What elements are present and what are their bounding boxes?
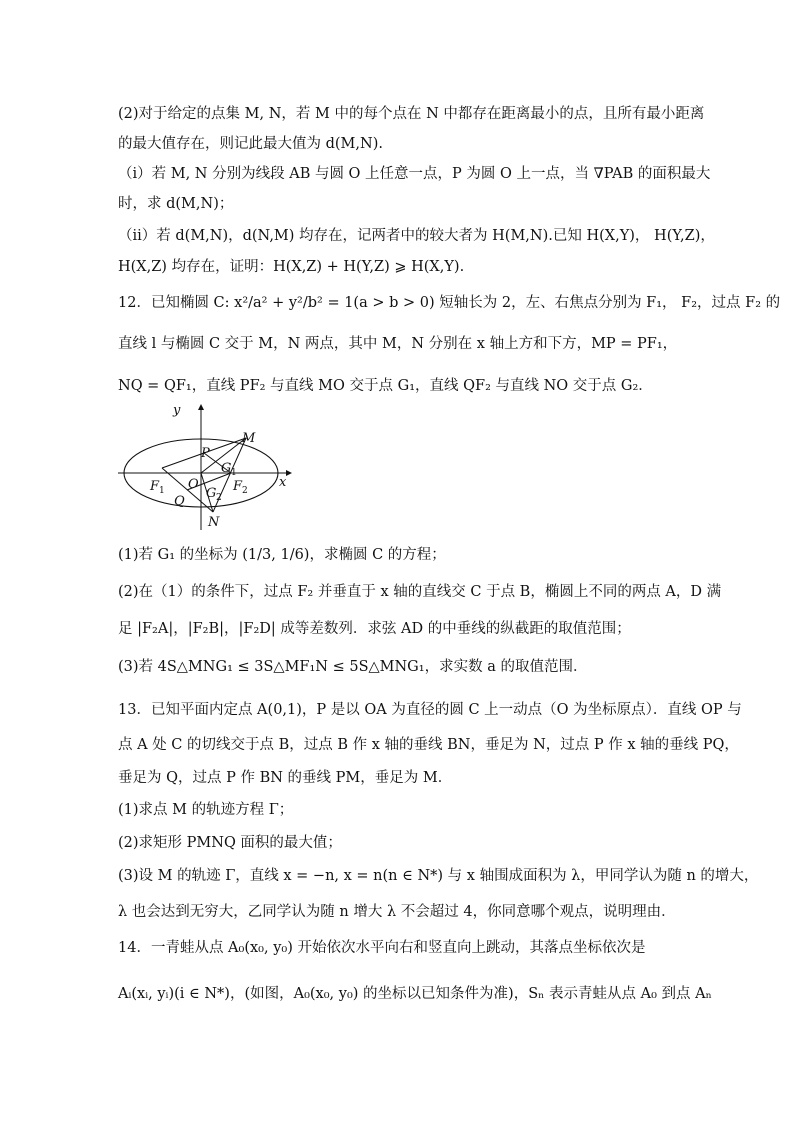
text-line: 直线 l 与椭圆 C 交于 M，N 两点，其中 M，N 分别在 x 轴上方和下方，MP = PF₁， (118, 336, 678, 352)
label-o: O (188, 477, 199, 492)
x-axis-arrow (286, 470, 292, 476)
label-y: y (173, 403, 181, 418)
label-f2-sub: 2 (242, 486, 248, 496)
text-line: (2)在（1）的条件下，过点 F₂ 并垂直于 x 轴的直线交 C 于点 B，椭圆上不同的两点 A，D 满 (118, 584, 722, 600)
question-13-stem: 13．已知平面内定点 A(0,1)，P 是以 OA 为直径的圆 C 上一动点（O 为坐标原点）．直线 OP 与 (118, 702, 742, 718)
text-line: NQ = QF₁，直线 PF₂ 与直线 MO 交于点 G₁，直线 QF₂ 与直线 NO 交于点 G₂． (118, 378, 653, 394)
ellipse-figure (118, 402, 294, 532)
label-x: x (279, 475, 287, 490)
label-p: P (201, 446, 210, 461)
question-12-stem: 12．已知椭圆 C: x²/a² + y²/b² = 1(a > b > 0) 短轴长为 2，左、右焦点分别为 F₁， F₂，过点 F₂ 的 (118, 295, 781, 311)
text-line: H(X,Z) 均存在，证明：H(X,Z) + H(Y,Z) ⩾ H(X,Y). (118, 259, 465, 275)
text-line: (1)若 G₁ 的坐标为 (1/3, 1/6)，求椭圆 C 的方程； (118, 547, 446, 563)
label-g1: G (221, 461, 232, 476)
text-line: 点 A 处 C 的切线交于点 B，过点 B 作 x 轴的垂线 BN，垂足为 N，过点 P 作 x 轴的垂线 PQ， (118, 737, 739, 753)
question-14-stem: 14．一青蛙从点 A₀(x₀, y₀) 开始依次水平向右和竖直向上跳动，其落点坐标依次是 (118, 940, 646, 956)
text-line: (1)求点 M 的轨迹方程 Γ； (118, 802, 294, 818)
text-line: (3)若 4S△MNG₁ ≤ 3S△MF₁N ≤ 5S△MNG₁，求实数 a 的取值范围． (118, 659, 588, 675)
label-g2-sub: 2 (216, 493, 222, 503)
text-line: (2)对于给定的点集 M, N，若 M 中的每个点在 N 中都存在距离最小的点，且所有最小距离 (118, 106, 705, 122)
label-f1-sub: 1 (159, 486, 165, 496)
text-line: Aᵢ(xᵢ, yᵢ)(i ∈ N*)，(如图，A₀(x₀, y₀) 的坐标以已知条件为准)，Sₙ 表示青蛙从点 A₀ 到点 Aₙ (118, 986, 712, 1002)
label-f1: F (150, 479, 160, 494)
text-line: （ⅱ）若 d(M,N)，d(N,M) 均存在，记两者中的较大者为 H(M,N).已知 H(X,Y)， H(Y,Z)， (118, 228, 715, 244)
label-f2: F (233, 479, 243, 494)
text-line: 足 |F₂A|，|F₂B|，|F₂D| 成等差数列．求弦 AD 的中垂线的纵截距的取值范围； (118, 621, 631, 637)
text-line: 时，求 d(M,N)； (118, 196, 234, 212)
text-line: (3)设 M 的轨迹 Γ，直线 x = −n, x = n(n ∈ N*) 与 x 轴围成面积为 λ，甲同学认为随 n 的增大， (118, 868, 759, 884)
label-g1-sub: 1 (231, 468, 237, 478)
y-axis-arrow (198, 404, 204, 410)
ellipse-diagram (118, 402, 294, 532)
text-line: λ 也会达到无穷大，乙同学认为随 n 增大 λ 不会超过 4，你同意哪个观点，说明理由． (118, 904, 676, 920)
text-line: 垂足为 Q，过点 P 作 BN 的垂线 PM，垂足为 M． (118, 770, 453, 786)
label-m: M (242, 431, 256, 446)
text-line: （ⅰ）若 M, N 分别为线段 AB 与圆 O 上任意一点，P 为圆 O 上一点，当 ∇PAB 的面积最大 (118, 166, 711, 182)
label-q: Q (174, 494, 185, 509)
text-line: (2)求矩形 PMNQ 面积的最大值； (118, 835, 342, 851)
label-g2: G (206, 486, 217, 501)
text-line: 的最大值存在，则记此最大值为 d(M,N). (118, 136, 383, 152)
label-n: N (208, 515, 220, 530)
